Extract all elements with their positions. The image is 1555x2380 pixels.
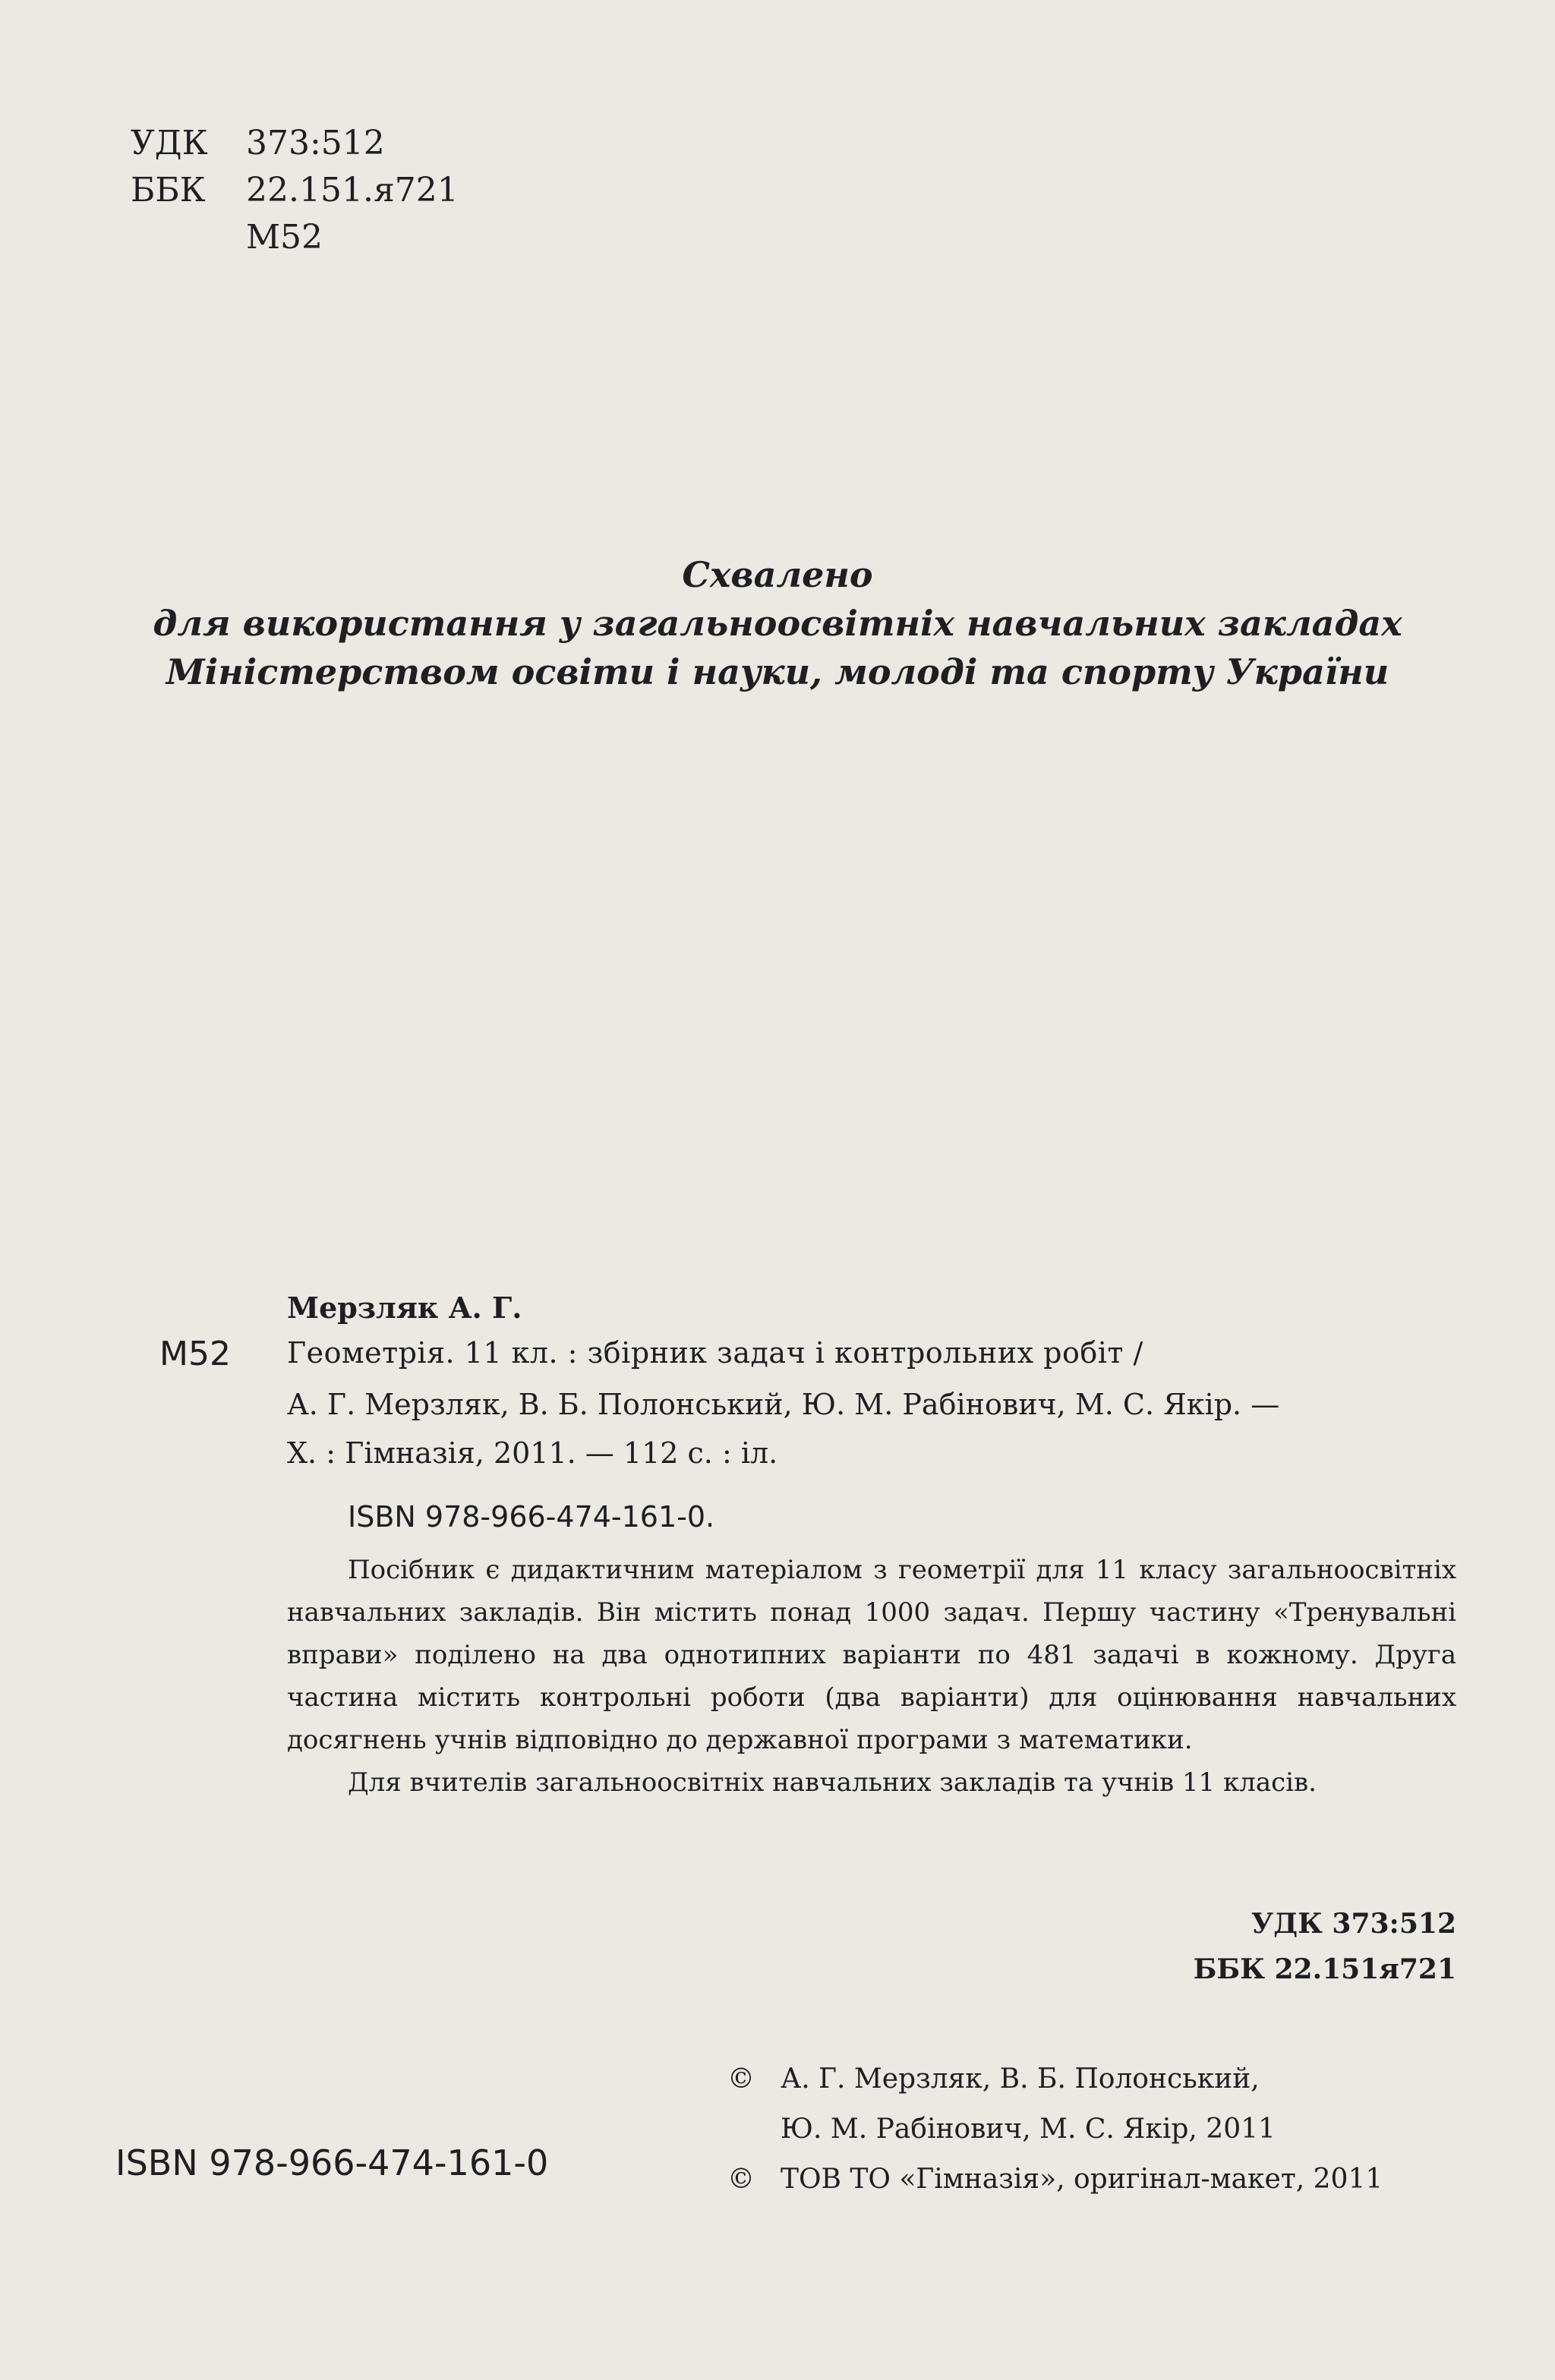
copyright-line-2: Ю. М. Рабінович, М. С. Якір, 2011 [781,2114,1276,2145]
author-code: М52 [246,218,323,257]
classification-udk: УДК 373:512 [1251,1908,1456,1940]
record-author: Мерзляк А. Г. [287,1291,522,1325]
record-isbn: ISBN 978-966-474-161-0. [348,1500,715,1534]
classification-block [1194,1901,1456,1992]
annotation [287,1549,1456,1804]
annotation-audience: Для вчителів загальноосвітніх навчальних закладів та учнів 11 класів. [348,1767,1317,1798]
copyright-line-1: А. Г. Мерзляк, В. Б. Полонський, [781,2063,1260,2095]
copyright-icon: © [727,2063,755,2095]
udk-label: УДК [131,124,208,162]
record-publisher-line: Х. : Гімназія, 2011. — 112 с. : іл. [287,1436,778,1470]
bbk-label: ББК [131,171,206,210]
show-through-decoration [0,774,1555,944]
classification-bbk: ББК 22.151я721 [1193,1953,1456,1985]
author-mark [131,214,459,261]
approval-block [0,550,1555,696]
record-authors-line: А. Г. Мерзляк, В. Б. Полонський, Ю. М. Рабінович, М. С. Якір. — [287,1388,1280,1421]
copyright-publisher [727,2155,1383,2205]
bbk-code [131,167,459,214]
library-codes [131,120,459,261]
isbn-bottom: ISBN 978-966-474-161-0 [115,2142,549,2183]
record-code: М52 [159,1335,231,1373]
copyright-line-3: ТОВ ТО «Гімназія», оригінал-макет, 2011 [781,2164,1383,2195]
approval-line-3: Міністерством освіти і науки, молоді та спорту України [166,651,1389,692]
copyright-block [727,2054,1383,2205]
approval-line-2: для використання у загальноосвітніх навчальних закладах [153,603,1402,644]
udk-value: 373:512 [246,124,385,162]
udk-code [131,120,459,167]
bbk-value: 22.151.я721 [246,171,459,210]
copyright-authors [727,2054,1383,2104]
record-title-line: Геометрія. 11 кл. : збірник задач і контрольних робіт / [287,1336,1143,1370]
annotation-paragraph: Посібник є дидактичним матеріалом з геометрії для 11 класу загальноосвітніх навчальних закладів. Він містить понад 1000 задач. Першу частину «Тренувальні вправи» поділено на два однотипних варіанти по 481 задачі в кожному. Друга частина містить контрольні роботи (два варіанти) для оцінювання навчальних досягнень учнів відповідно до державної програми з математики. [287,1555,1456,1755]
copyright-icon: © [727,2164,755,2195]
approval-line-1: Схвалено [682,554,873,595]
